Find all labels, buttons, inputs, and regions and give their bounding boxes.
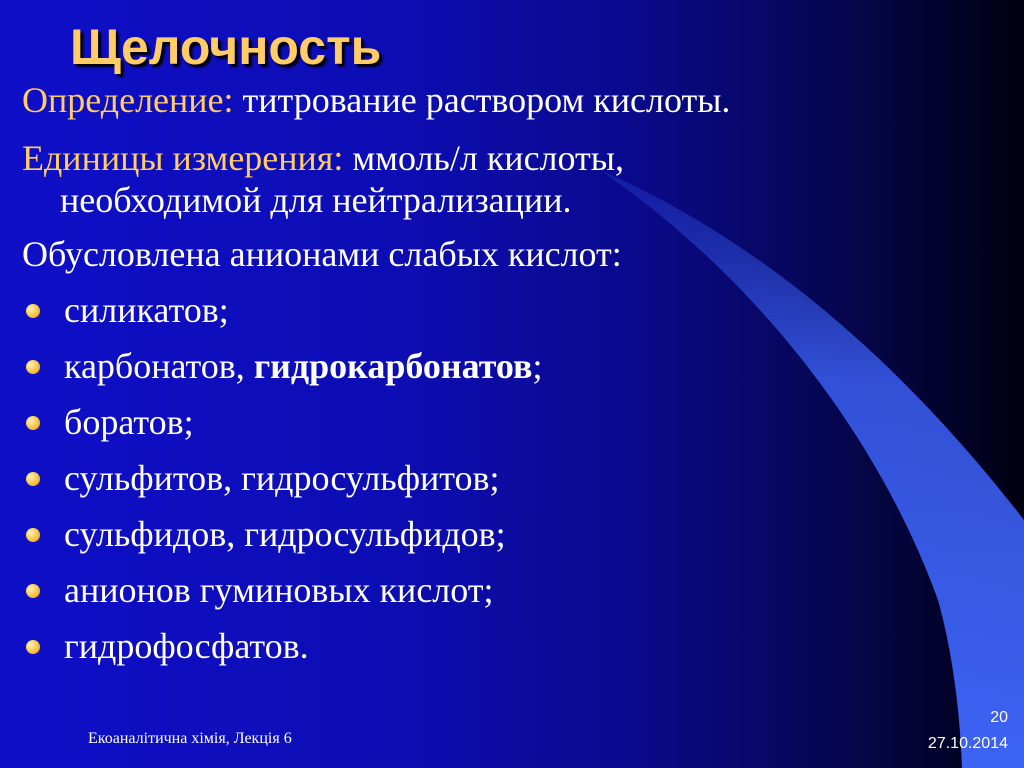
list-item-text: боратов;: [64, 402, 194, 442]
slide-title: Щелочность: [70, 19, 382, 75]
list-item: [22, 290, 229, 330]
footer-course: Екоаналітична хімія, Лекція 6: [88, 730, 292, 747]
units-text-1: ммоль/л кислоты,: [343, 138, 624, 178]
list-item-text: карбонатов,: [64, 346, 254, 386]
bullet-icon: [26, 528, 40, 542]
list-item-text: сульфидов, гидросульфидов;: [64, 514, 506, 554]
list-item-text: сульфитов, гидросульфитов;: [64, 458, 500, 498]
units-line: [22, 138, 624, 178]
definition-label: Определение:: [22, 80, 234, 120]
list-item: [22, 402, 194, 442]
page-number: 20: [990, 709, 1008, 726]
footer-date: 27.10.2014: [927, 735, 1008, 752]
list-item-bold-text: гидрокарбонатов: [253, 346, 533, 386]
bullet-icon: [26, 360, 40, 374]
bullet-icon: [26, 584, 40, 598]
bullet-icon: [26, 472, 40, 486]
list-item-text: силикатов;: [64, 290, 229, 330]
list-item: [22, 514, 506, 554]
units-label: Единицы измерения:: [22, 138, 344, 178]
list-item-text: анионов гуминовых кислот;: [64, 570, 494, 610]
units-text-2: необходимой для нейтрализации.: [60, 180, 572, 220]
definition-line: [22, 80, 730, 120]
bullet-icon: [26, 304, 40, 318]
list-item: [22, 626, 309, 666]
list-item: [22, 570, 494, 610]
bullet-icon: [26, 416, 40, 430]
bullet-icon: [26, 640, 40, 654]
list-item-text: гидрофосфатов.: [64, 626, 309, 666]
caused-by-line: Обусловлена анионами слабых кислот:: [22, 234, 622, 274]
list-item: [22, 458, 500, 498]
units-line-continued: [22, 180, 571, 220]
definition-text: титрование раствором кислоты.: [233, 80, 731, 120]
list-item-suffix: ;: [532, 346, 543, 386]
list-item: [22, 346, 542, 386]
